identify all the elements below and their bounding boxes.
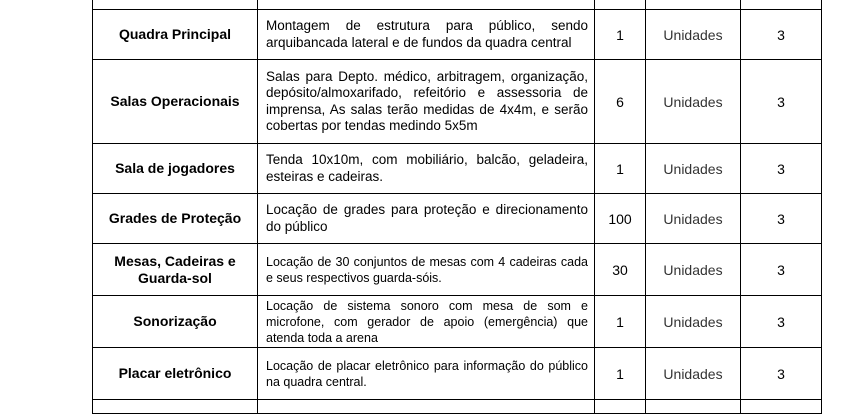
- table-row: [93, 0, 822, 10]
- table-row: [93, 400, 822, 414]
- item-lot: 3: [741, 60, 822, 144]
- item-lot: [741, 0, 822, 10]
- item-lot: 3: [741, 144, 822, 194]
- item-lot: 3: [741, 244, 822, 296]
- item-quantity: 1: [595, 296, 646, 348]
- item-description: Montagem de estrutura para público, sendo arquibancada lateral e de fundos da quadra central: [258, 10, 595, 60]
- item-name: Sala de jogadores: [93, 144, 258, 194]
- item-lot: [741, 400, 822, 414]
- item-lot: 3: [741, 10, 822, 60]
- item-name: Salas Operacionais: [93, 60, 258, 144]
- item-name: Placar eletrônico: [93, 348, 258, 400]
- table-row: [93, 144, 822, 194]
- item-lot: 3: [741, 348, 822, 400]
- item-quantity: 1: [595, 348, 646, 400]
- item-description: [258, 400, 595, 414]
- item-quantity: [595, 0, 646, 10]
- item-unit: Unidades: [646, 60, 741, 144]
- items-table: [92, 0, 822, 414]
- item-name: Mesas, Cadeiras e Guarda-sol: [93, 244, 258, 296]
- item-quantity: 6: [595, 60, 646, 144]
- item-unit: Unidades: [646, 194, 741, 244]
- item-description: Locação de grades para proteção e direcionamento do público: [258, 194, 595, 244]
- item-unit: Unidades: [646, 10, 741, 60]
- item-quantity: 100: [595, 194, 646, 244]
- item-description: Tenda 10x10m, com mobiliário, balcão, geladeira, esteiras e cadeiras.: [258, 144, 595, 194]
- item-description: Locação de placar eletrônico para informação do público na quadra central.: [258, 348, 595, 400]
- item-name: Sonorização: [93, 296, 258, 348]
- item-description: Salas para Depto. médico, arbitragem, organização, depósito/almoxarifado, refeitório e assessoria de imprensa, As salas terão medidas de 4x4m, e serão cobertas por tendas medindo 5x5m: [258, 60, 595, 144]
- item-lot: 3: [741, 194, 822, 244]
- table-row: [93, 10, 822, 60]
- table-row: [93, 296, 822, 348]
- item-lot: 3: [741, 296, 822, 348]
- item-quantity: 1: [595, 10, 646, 60]
- item-unit: Unidades: [646, 348, 741, 400]
- item-quantity: 30: [595, 244, 646, 296]
- item-quantity: 1: [595, 144, 646, 194]
- item-unit: [646, 400, 741, 414]
- table-row: [93, 244, 822, 296]
- item-name: Grades de Proteção: [93, 194, 258, 244]
- item-unit: Unidades: [646, 296, 741, 348]
- table-row: [93, 194, 822, 244]
- item-unit: Unidades: [646, 144, 741, 194]
- item-quantity: [595, 400, 646, 414]
- item-description: [258, 0, 595, 10]
- table-row: [93, 60, 822, 144]
- item-unit: [646, 0, 741, 10]
- item-description: Locação de 30 conjuntos de mesas com 4 cadeiras cada e seus respectivos guarda-sóis.: [258, 244, 595, 296]
- item-description: Locação de sistema sonoro com mesa de som e microfone, com gerador de apoio (emergência) que atenda toda a arena: [258, 296, 595, 348]
- item-name: [93, 400, 258, 414]
- item-name: [93, 0, 258, 10]
- item-unit: Unidades: [646, 244, 741, 296]
- table-row: [93, 348, 822, 400]
- item-name: Quadra Principal: [93, 10, 258, 60]
